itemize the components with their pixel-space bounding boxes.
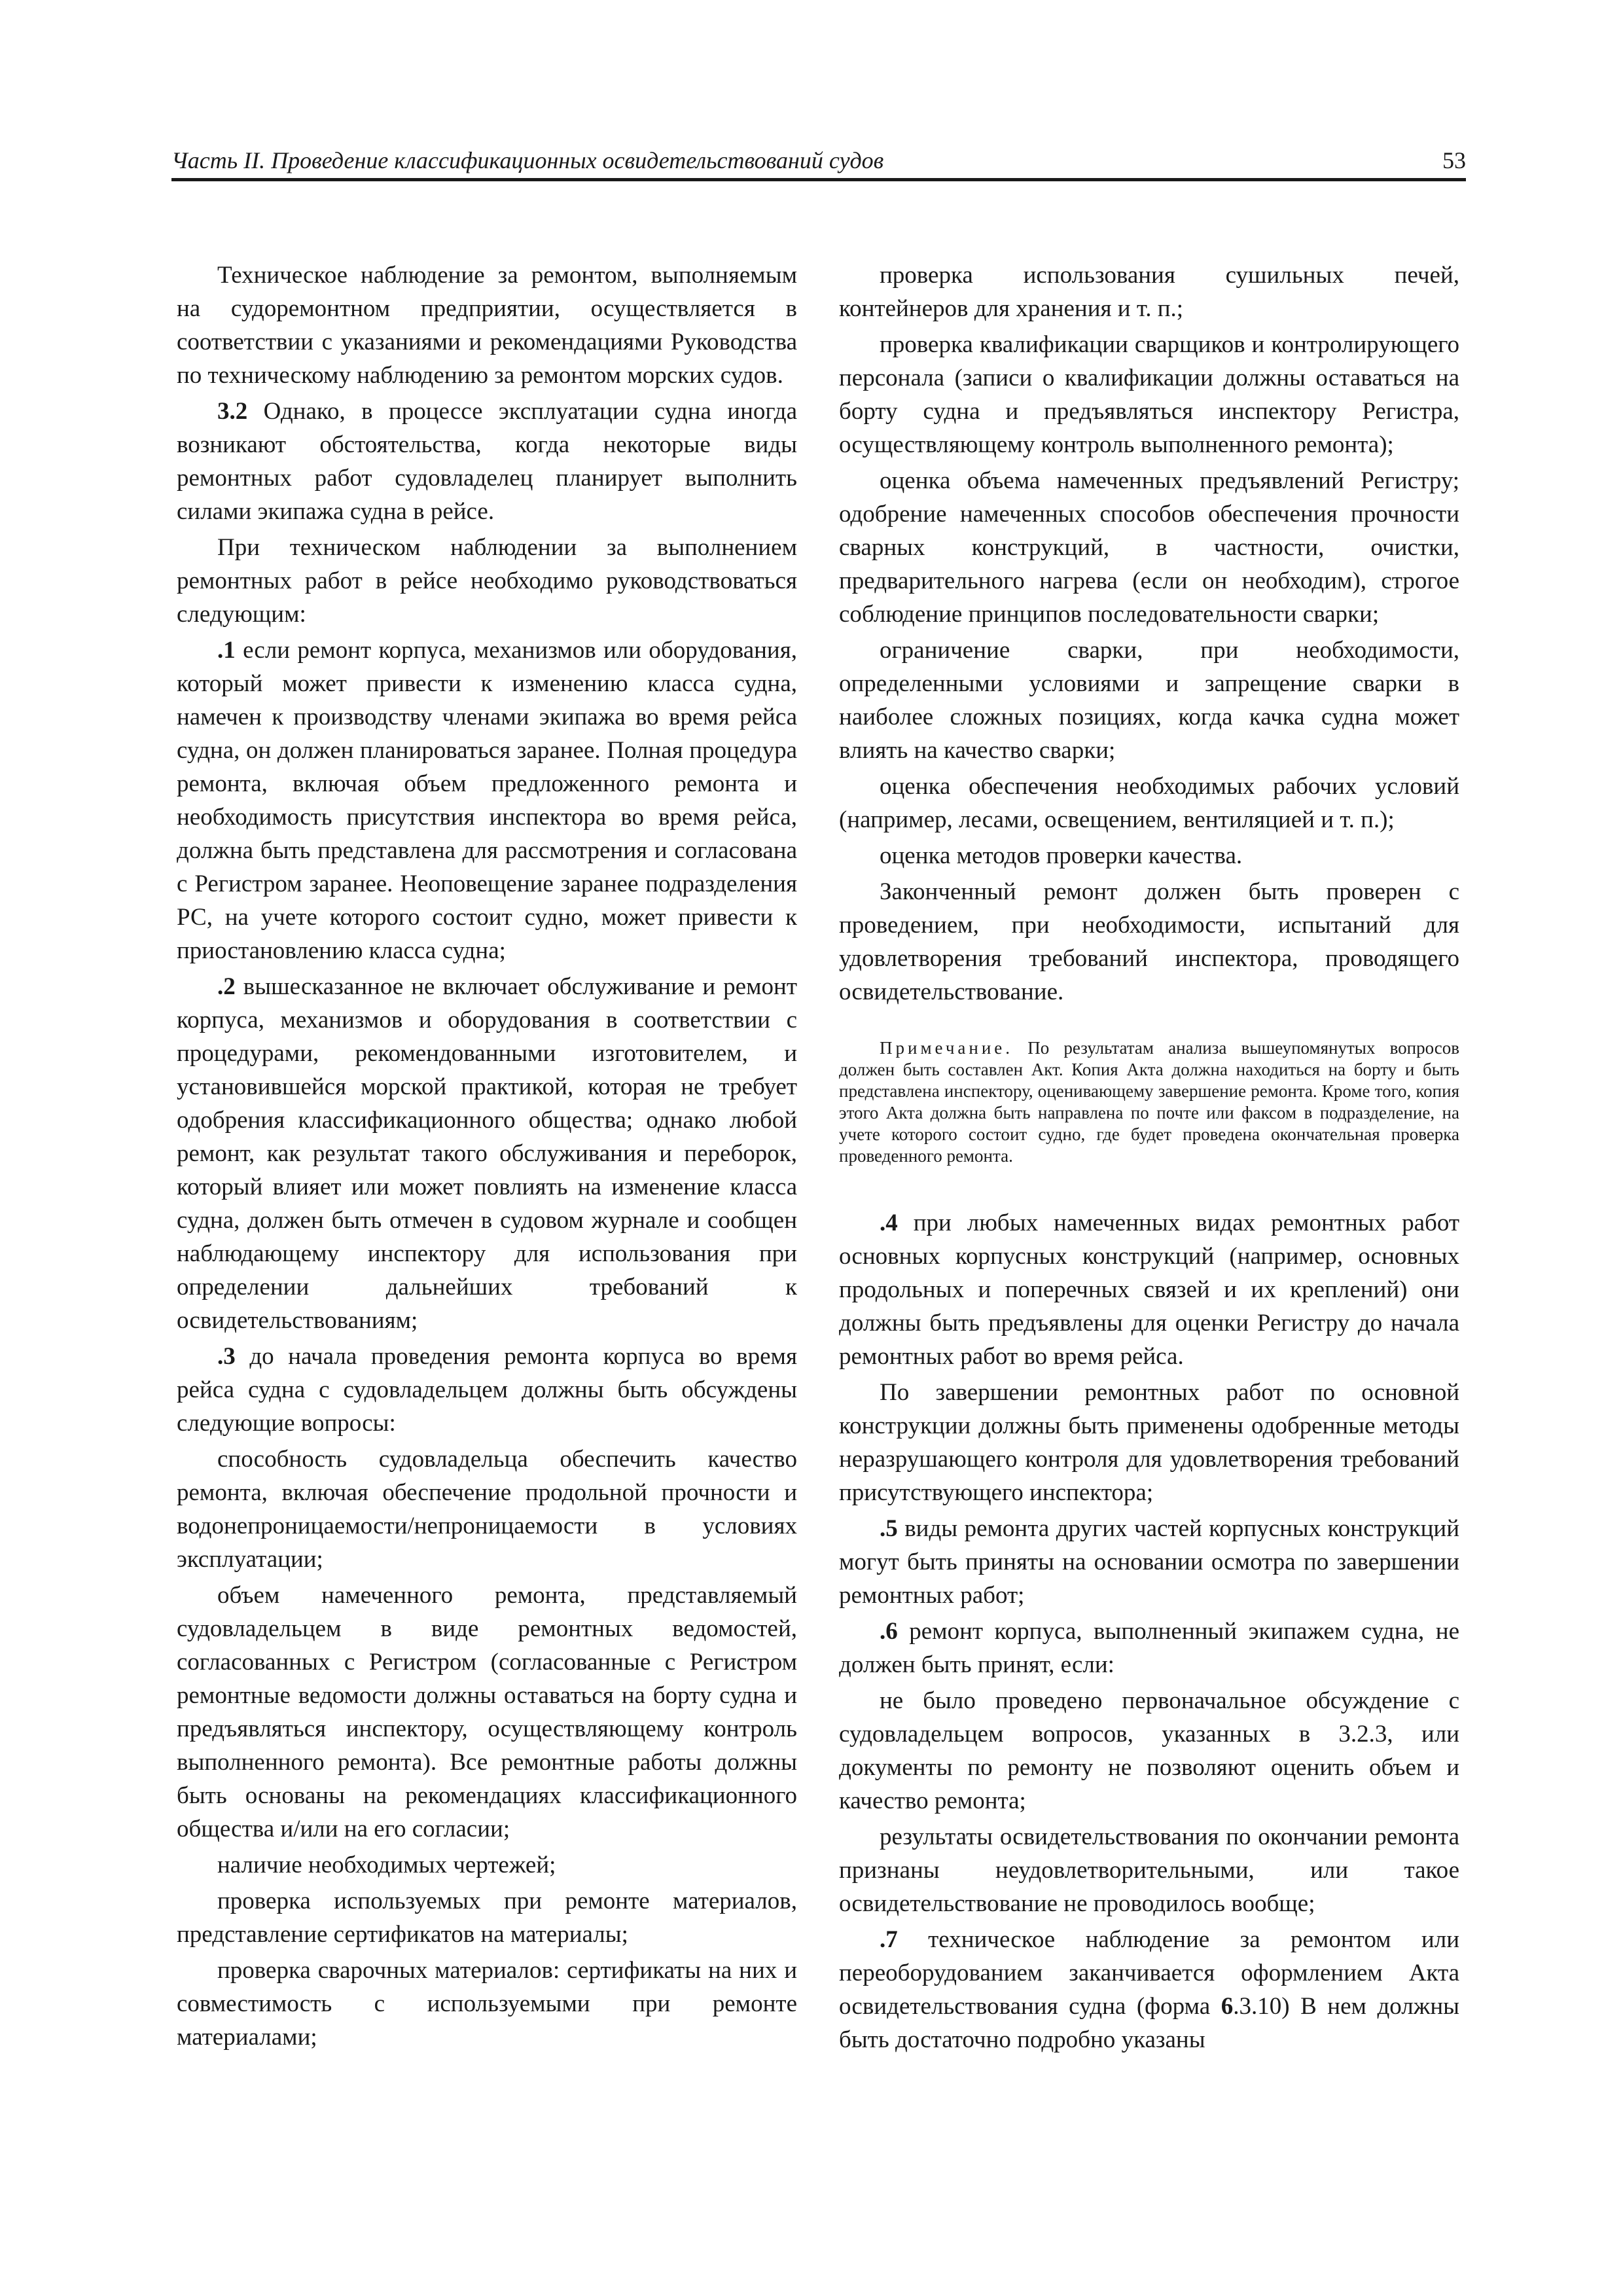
paragraph-item-7 [839,1923,1459,2056]
item-number: .3 [217,1343,236,1370]
note-block [839,1037,1459,1167]
item-number: .2 [217,973,236,1000]
item-number: .1 [217,637,236,664]
paragraph-text: техническое наблюдение за ремонтом или переоборудованием заканчивается оформлением Акта освидетельствования судна (форма [839,1926,1459,2020]
paragraph: проверка квалификации сварщиков и контролирующего персонала (записи о квалификации должны оставаться на борту судна и предъявляться инспектору Регистра, осуществляющему контроль выполненного ремонта); [839,331,1459,458]
item-number: .5 [880,1515,898,1542]
header-title: Часть II. Проведение классификационных освидетельствований судов [171,147,884,173]
paragraph: При техническом наблюдении за выполнением ремонтных работ в рейсе необходимо руководствоваться следующим: [177,534,797,628]
paragraph-text: Однако, в процессе эксплуатации судна иногда возникают обстоятельства, когда некоторые виды ремонтных работ судовладелец планирует выполнить силами экипажа судна в рейсе. [177,398,797,525]
paragraph-text: до начала проведения ремонта корпуса во время рейса судна с судовладельцем должны быть обсуждены следующие вопросы: [177,1343,797,1437]
paragraph: Техническое наблюдение за ремонтом, выполняемым на судоремонтном предприятии, осуществляется в соответствии с указаниями и рекомендациями Руководства по техническому наблюдению за ремонтом морских судов. [177,262,797,389]
paragraph: способность судовладельца обеспечить качество ремонта, включая обеспечение продольной прочности и водонепроницаемости/непроницаемости в условиях эксплуатации; [177,1446,797,1573]
paragraph-item-4 [839,1206,1459,1373]
paragraph: объем намеченного ремонта, представляемый судовладельцем в виде ремонтных ведомостей, согласованных с Регистром (согласованные с Регистром ремонтные ведомости должны оставаться на борту судна и предъявляться инспектору, осуществляющему контроль выполненного ремонта). Все ремонтные работы должны быть основаны на рекомендациях классификационного общества и/или на его согласии; [177,1582,797,1842]
right-column [839,259,1459,2056]
paragraph-item-1 [177,634,797,967]
paragraph-text: ремонт корпуса, выполненный экипажем судна, не должен быть принят, если: [839,1618,1459,1678]
left-column [177,259,797,2054]
paragraph-item-3 [177,1340,797,1440]
paragraph: оценка обеспечения необходимых рабочих условий (например, лесами, освещением, вентиляцией и т. п.); [839,773,1459,833]
paragraph: проверка используемых при ремонте материалов, представление сертификатов на материалы; [177,1888,797,1948]
paragraph-text: виды ремонта других частей корпусных конструкций могут быть приняты на основании осмотра по завершении ремонтных работ; [839,1515,1459,1609]
section-number: 3.2 [217,398,248,425]
form-number-bold: 6 [1221,1993,1234,2020]
paragraph-text: если ремонт корпуса, механизмов или оборудования, который может привести к изменению класса судна, намечен к производству членами экипажа во время рейса судна, он должен планироваться заранее. Полная процедура ремонта, включая объем предложенного ремонта и необходимость присутствия инспектора во время рейса, должна быть представлена для рассмотрения и согласована с Регистром заранее. Неоповещение заранее подразделения РС, на учете которого состоит судно, может привести к приостановлению класса судна; [177,637,797,964]
paragraph: результаты освидетельствования по окончании ремонта признаны неудовлетворительными, или такое освидетельствование не проводилось вообще; [839,1823,1459,1917]
paragraph-item-6 [839,1615,1459,1681]
note-text: По результатам анализа вышеупомянутых вопросов должен быть составлен Акт. Копия Акта должна находиться на борту и быть представлена инспектору, оценивающему завершение ремонта. Кроме того, копия этого Акта должна быть направлена по почте или факсом в подразделение, на учете которого состоит судно, где будет проведена окончательная проверка проведенного ремонта. [839,1038,1459,1166]
paragraph: ограничение сварки, при необходимости, определенными условиями и запрещение сварки в наиболее сложных позициях, когда качка судна может влиять на качество сварки; [839,637,1459,764]
paragraph-3-2 [177,395,797,528]
paragraph-text: при любых намеченных видах ремонтных работ основных корпусных конструкций (например, основных продольных и поперечных связей и их креплений) они должны быть предъявлены для оценки Регистру до начала ремонтных работ во время рейса. [839,1210,1459,1370]
paragraph: По завершении ремонтных работ по основной конструкции должны быть применены одобренные методы неразрушающего контроля для удовлетворения требований присутствующего инспектора; [839,1379,1459,1506]
item-number: .4 [880,1210,898,1236]
paragraph: оценка методов проверки качества. [880,842,1243,869]
item-number: .7 [880,1926,898,1953]
paragraph-text: .3.10) В нем должны быть достаточно подробно указаны [839,1993,1459,2053]
paragraph-item-5 [839,1512,1459,1612]
paragraph: наличие необходимых чертежей; [217,1852,556,1878]
page-number: 53 [1442,147,1466,173]
running-header [171,145,1466,181]
paragraph: проверка использования сушильных печей, контейнеров для хранения и т. п.; [839,262,1459,322]
paragraph: не было проведено первоначальное обсуждение с судовладельцем вопросов, указанных в 3.2.3, или документы по ремонту не позволяют оценить объем и качество ремонта; [839,1687,1459,1814]
paragraph-item-2 [177,970,797,1337]
paragraph: Законченный ремонт должен быть проверен с проведением, при необходимости, испытаний для удовлетворения требований инспектора, проводящего освидетельствование. [839,878,1459,1005]
paragraph-text: вышесказанное не включает обслуживание и ремонт корпуса, механизмов и оборудования в соответствии с процедурами, рекомендованными изготовителем, и установившейся морской практикой, которая не требует одобрения классификационного общества; однако любой ремонт, как результат такого обслуживания и переборок, который влияет или может повлиять на изменение класса судна, должен быть отмечен в судовом журнале и сообщен наблюдающему инспектору для использования при определении дальнейших требований к освидетельствованиям; [177,973,797,1334]
note-label: Примечание. [880,1038,1014,1058]
item-number: .6 [880,1618,898,1645]
paragraph: оценка объема намеченных предъявлений Регистру; одобрение намеченных способов обеспечения прочности сварных конструкций, в частности, очистки, предварительного нагрева (если он необходим), строгое соблюдение принципов последовательности сварки; [839,467,1459,628]
header-rule [171,178,1466,181]
paragraph: проверка сварочных материалов: сертификаты на них и совместимость с используемыми при ремонте материалами; [177,1957,797,2051]
